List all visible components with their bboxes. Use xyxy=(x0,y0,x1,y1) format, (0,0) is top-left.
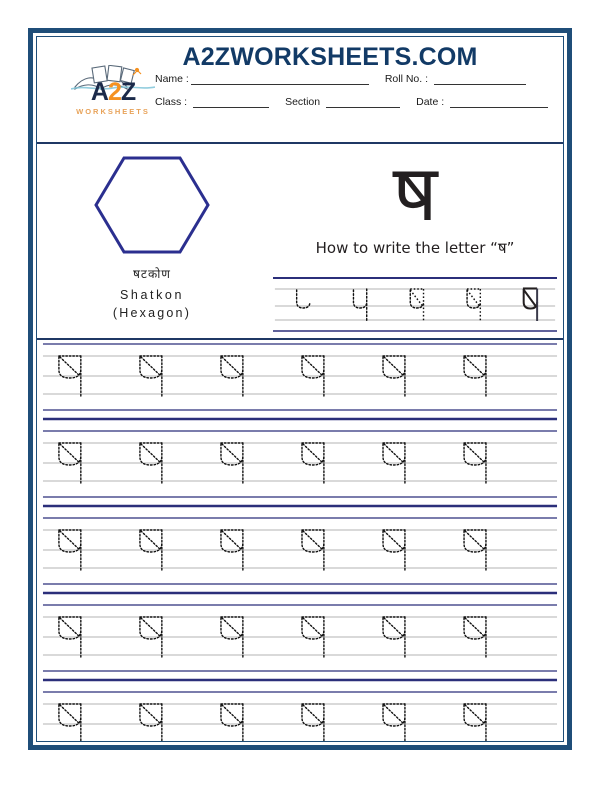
practice-row-svg xyxy=(37,514,563,596)
field-row-2 xyxy=(155,96,555,108)
hexagon-icon xyxy=(92,152,212,258)
logo-letter-2: 2 xyxy=(107,78,121,106)
trace-letter[interactable] xyxy=(221,704,243,742)
worksheet-page-inner xyxy=(36,36,564,742)
date-label: Date : xyxy=(416,96,445,108)
practice-row-svg xyxy=(37,427,563,509)
practice-row[interactable] xyxy=(37,340,563,427)
practice-row[interactable] xyxy=(37,514,563,601)
worksheet-header xyxy=(37,37,563,144)
trace-letter[interactable] xyxy=(383,704,405,742)
howto-heading: How to write the letter “ष” xyxy=(315,239,515,257)
practice-row[interactable] xyxy=(37,427,563,514)
trace-letter[interactable] xyxy=(302,704,324,742)
trace-letter[interactable] xyxy=(140,704,162,742)
stroke-stage-5 xyxy=(523,289,537,322)
stroke-stage-3 xyxy=(410,289,423,321)
logo-letter-z: Z xyxy=(120,78,136,106)
shape-name-english-alt: (Hexagon) xyxy=(112,306,192,320)
practice-row[interactable] xyxy=(37,688,563,742)
roll-input[interactable] xyxy=(434,73,526,85)
class-input[interactable] xyxy=(193,96,269,108)
section-input[interactable] xyxy=(326,96,400,108)
stroke-stage-4 xyxy=(467,289,480,321)
practice-rows-area xyxy=(37,340,563,742)
practice-row[interactable] xyxy=(37,601,563,688)
student-info-fields xyxy=(155,73,555,119)
name-input[interactable] xyxy=(191,73,369,85)
stroke-stage-1 xyxy=(297,290,310,308)
stroke-stage-2 xyxy=(353,289,366,321)
practice-row-svg xyxy=(37,688,563,742)
field-row-1 xyxy=(155,73,555,85)
a2z-logo xyxy=(57,65,167,127)
logo-subtitle: WORKSHEETS xyxy=(76,107,150,116)
shape-name-english: Shatkon xyxy=(119,288,185,302)
class-label: Class : xyxy=(155,96,188,108)
shape-illustration-block xyxy=(37,144,267,338)
section-label: Section xyxy=(285,96,321,108)
big-letter-display: ष xyxy=(392,149,438,239)
worksheet-page xyxy=(28,28,572,750)
name-label: Name : xyxy=(155,73,189,85)
stroke-order-strip xyxy=(273,276,557,334)
logo-letter-a: A xyxy=(90,78,108,106)
practice-row-svg xyxy=(37,340,563,422)
lesson-top-section xyxy=(37,144,563,340)
trace-letter[interactable] xyxy=(464,704,486,742)
practice-row-svg xyxy=(37,601,563,683)
letter-lesson-block xyxy=(267,144,563,338)
trace-letter[interactable] xyxy=(59,704,81,742)
stroke-order-svg xyxy=(273,276,557,334)
shape-name-hindi: षटकोण xyxy=(133,267,171,281)
roll-label: Roll No. : xyxy=(384,73,429,85)
logo-wordmark xyxy=(63,78,163,106)
date-input[interactable] xyxy=(450,96,548,108)
site-title: A2ZWORKSHEETS.COM xyxy=(182,43,478,71)
